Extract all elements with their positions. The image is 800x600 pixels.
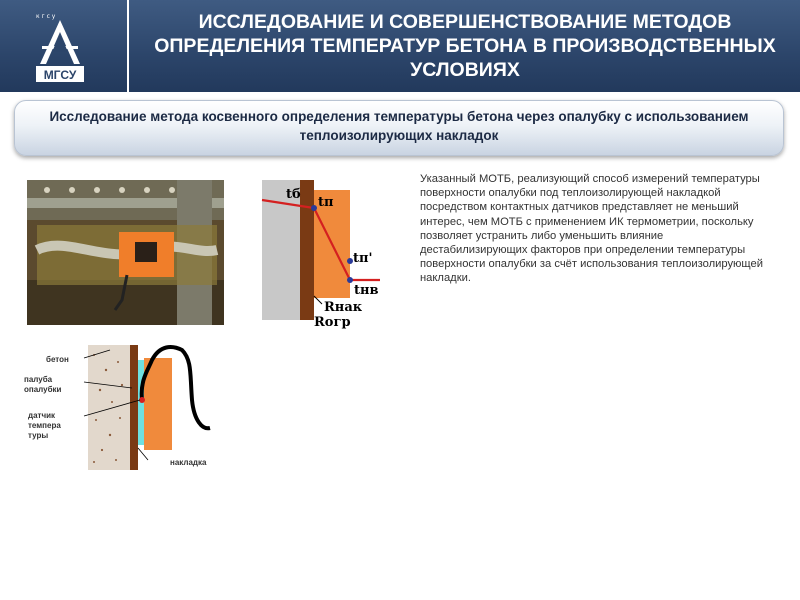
mgsu-logo bbox=[30, 8, 90, 86]
sensor-placement-diagram bbox=[22, 340, 232, 475]
label-nakladka: накладка bbox=[170, 458, 207, 467]
label-datchik-1: датчик bbox=[28, 411, 56, 420]
label-tnv: tнв bbox=[354, 283, 379, 298]
page-title: ИССЛЕДОВАНИЕ И СОВЕРШЕНСТВОВАНИЕ МЕТОДОВ ОПРЕДЕЛЕНИЯ ТЕМПЕРАТУР БЕТОНА В ПРОИЗВОДСТВЕННЫХ УСЛОВИЯХ bbox=[154, 11, 776, 81]
label-paluba-1: палуба bbox=[24, 375, 53, 384]
banner-text: Исследование метода косвенного определения температуры бетона через опалубку с использованием теплоизолирующих накладок bbox=[49, 109, 749, 143]
subtitle-banner bbox=[14, 100, 784, 156]
label-datchik-2: темпера bbox=[28, 421, 61, 430]
temperature-profile-diagram bbox=[258, 178, 388, 330]
header-bar bbox=[0, 0, 800, 92]
label-rnak: Rнак bbox=[324, 300, 363, 315]
label-datchik-3: туры bbox=[28, 431, 49, 440]
label-rogr: Rогр bbox=[314, 315, 351, 330]
formwork-photo bbox=[27, 180, 224, 325]
label-paluba-2: опалубки bbox=[24, 385, 62, 394]
label-tp: tп bbox=[318, 195, 334, 210]
label-beton: бетон bbox=[46, 355, 69, 364]
label-tp2: tп' bbox=[353, 251, 373, 266]
logo-text: МГСУ bbox=[43, 68, 77, 82]
svg-text:к г с у: к г с у bbox=[36, 13, 56, 20]
description-paragraph: Указанный МОТБ, реализующий способ измерений температуры поверхности опалубки под теплоизолирующей накладкой посредством контактных датчиков представляет не меньший интерес, чем МОТБ с применением ИК термометрии, поскольку позволяет устранить либо уменьшить влияние дестабилизирующих факторов при определении температуры поверхности опалубки за счёт использования теплоизолирующей накладки. bbox=[420, 173, 763, 285]
header-divider bbox=[127, 0, 129, 92]
label-tb: tб bbox=[286, 187, 301, 202]
